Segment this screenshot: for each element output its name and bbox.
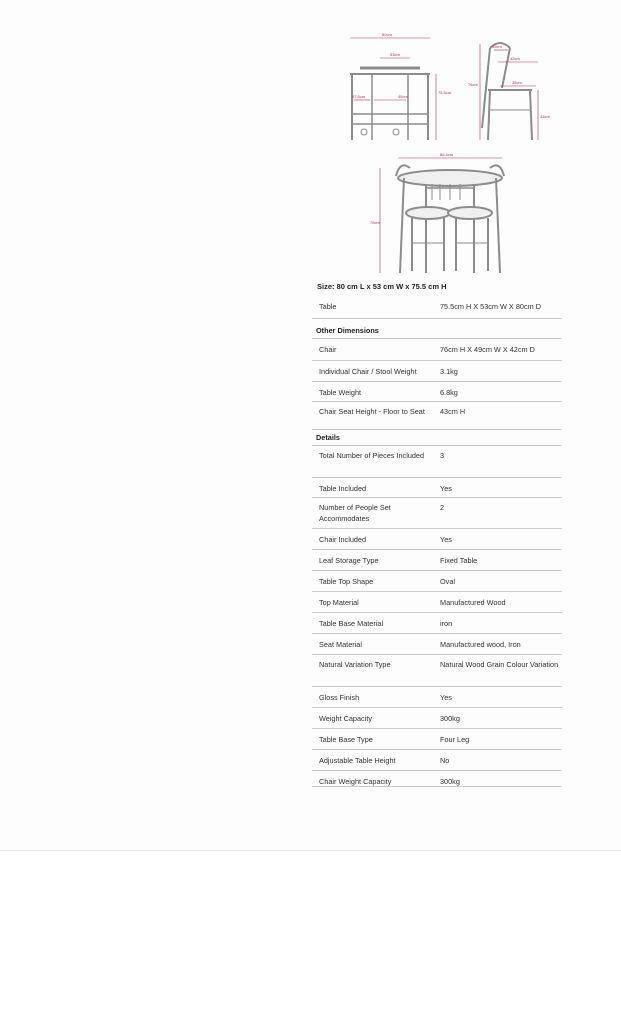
spec-label: Table Top Shape [319, 577, 374, 586]
specification-table [312, 296, 562, 787]
spec-value: Manufactured wood, Iron [440, 640, 521, 649]
spec-value: Oval [440, 577, 456, 586]
spec-row [312, 296, 562, 319]
spec-row [312, 771, 562, 787]
spec-label: Number of People Set Accommodates [319, 503, 391, 523]
spec-row [312, 613, 562, 634]
spec-row [312, 592, 562, 613]
spec-value: 3 [440, 451, 445, 460]
dim-label-table-height: 75.5cm [438, 90, 452, 95]
dim-label-table-side-width: 49cm [398, 94, 408, 99]
spec-value: 76cm H X 49cm W X 42cm D [440, 345, 535, 354]
spec-label: Table Included [319, 484, 367, 493]
dim-label-chair-seat-height: 43cm [540, 114, 550, 119]
spec-row [312, 571, 562, 592]
spec-value: 3.1kg [440, 367, 458, 376]
spec-row [312, 498, 562, 529]
spec-value: Four Leg [440, 735, 470, 744]
spec-value: 75.5cm H X 53cm W X 80cm D [440, 302, 541, 311]
dining-set-diagram [396, 165, 504, 273]
section-heading: Details [312, 430, 562, 446]
spec-label: Top Material [319, 598, 359, 607]
spec-row [312, 529, 562, 550]
spec-row [312, 550, 562, 571]
spec-label: Leaf Storage Type [319, 556, 379, 565]
dim-label-chair-depth: 42cm [510, 56, 520, 61]
spec-label: Table Weight [319, 388, 362, 397]
product-dimension-diagram [340, 28, 560, 283]
spec-label: Individual Chair / Stool Weight [319, 367, 417, 376]
spec-row [312, 729, 562, 750]
spec-row [312, 687, 562, 708]
spec-value: Natural Wood Grain Colour Variation [440, 660, 559, 669]
dim-label-chair-height: 76cm [468, 82, 478, 87]
spec-row [312, 339, 562, 361]
spec-row [312, 361, 562, 382]
spec-label: Weight Capacity [319, 714, 372, 723]
spec-row [312, 634, 562, 655]
spec-label: Table Base Type [319, 735, 373, 744]
spec-row [312, 708, 562, 729]
dim-label-chair-back-top: 49cm [492, 44, 502, 49]
spec-value: Yes [440, 693, 452, 702]
spec-label: Chair [319, 345, 337, 354]
spec-row [312, 402, 562, 430]
spec-value: Manufactured Wood [440, 598, 506, 607]
spec-label: Chair Seat Height - Floor to Seat [319, 407, 425, 416]
spec-label: Table [319, 302, 337, 311]
spec-value: 2 [440, 503, 445, 512]
dim-label-table-inner-width: 53cm [390, 52, 400, 57]
spec-label: Adjustable Table Height [319, 756, 396, 765]
spec-value: No [440, 756, 450, 765]
spec-row [312, 446, 562, 478]
section-heading: Other Dimensions [312, 319, 562, 339]
dim-label-chair-seat-width: 35cm [512, 80, 522, 85]
spec-row [312, 382, 562, 402]
spec-value: 300kg [440, 777, 460, 786]
dim-label-set-height: 76cm [370, 220, 380, 225]
spec-value: Yes [440, 535, 452, 544]
spec-label: Seat Material [319, 640, 362, 649]
spec-value: 300kg [440, 714, 460, 723]
table-diagram [350, 68, 430, 140]
spec-value: Yes [440, 484, 452, 493]
spec-label: Total Number of Pieces Included [319, 451, 425, 460]
spec-value: Fixed Table [440, 556, 478, 565]
spec-label: Gloss Finish [319, 693, 360, 702]
size-heading: Size: 80 cm L x 53 cm W x 75.5 cm H [317, 282, 447, 291]
dim-label-table-side-depth: 47.5cm [352, 94, 366, 99]
chair-diagram [482, 43, 532, 140]
spec-value: 43cm H [440, 407, 466, 416]
dim-label-table-length: 80cm [382, 32, 392, 37]
spec-value: iron [440, 619, 453, 628]
spec-label: Table Base Material [319, 619, 384, 628]
dim-label-set-width: 86.4cm [440, 152, 454, 157]
spec-row [312, 655, 562, 687]
spec-label: Natural Variation Type [319, 660, 391, 669]
spec-value: 6.8kg [440, 388, 458, 397]
spec-row [312, 478, 562, 498]
spec-label: Chair Included [319, 535, 367, 544]
spec-row [312, 750, 562, 771]
spec-label: Chair Weight Capacity [319, 777, 392, 786]
